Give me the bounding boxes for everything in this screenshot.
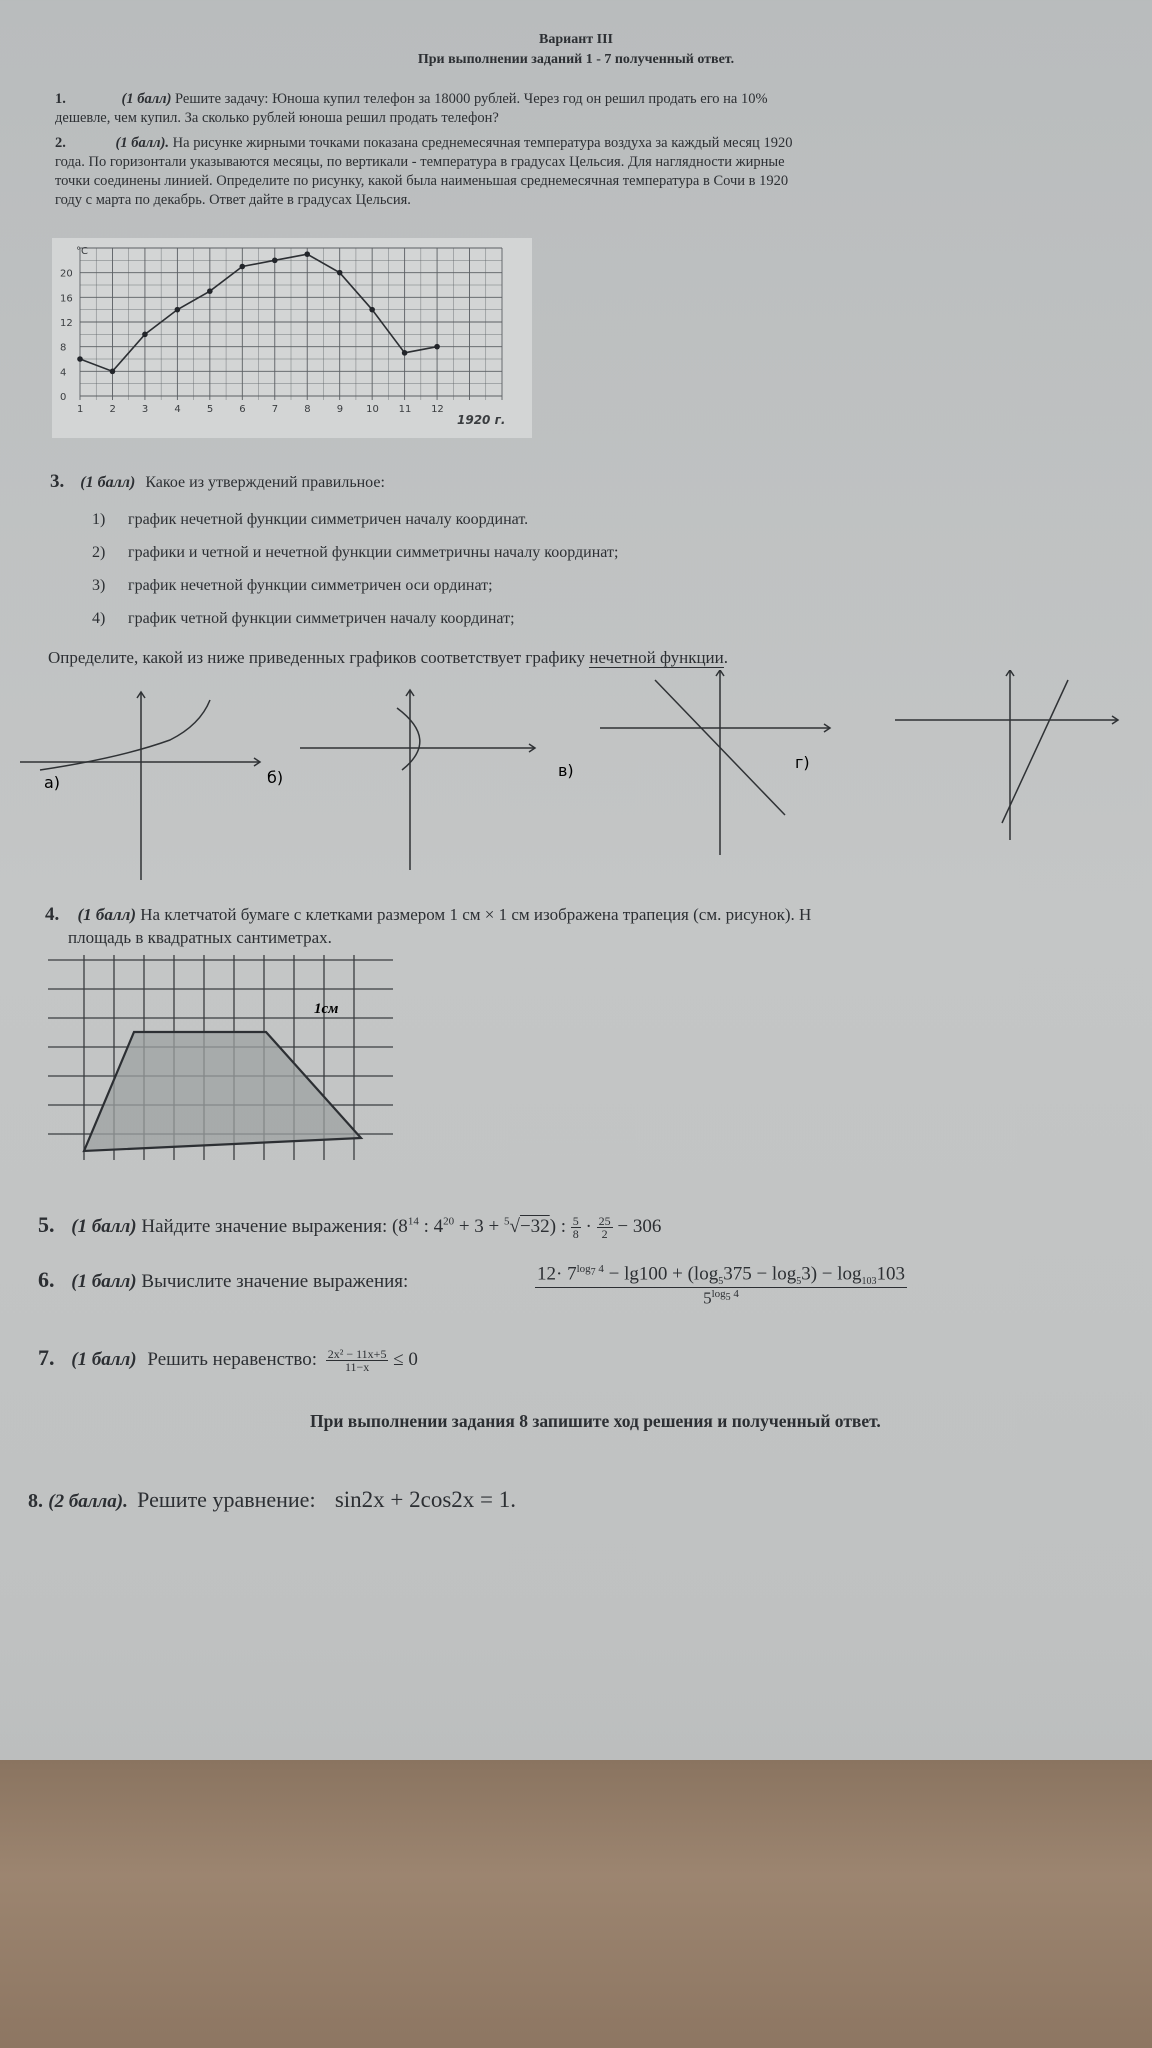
task-5-expression: ($8^{14}$ : $4^{20} + 3 + ^5√-32$) : $\frac{5}{8}$ · $\frac{25}{2}$ − 306 xyxy=(391,1214,662,1242)
task-8 xyxy=(28,1487,516,1513)
task-7-text: Решить неравенство: xyxy=(147,1349,318,1370)
task-7-points: (1 балл) xyxy=(71,1349,137,1370)
task-8-number: 8. xyxy=(28,1490,43,1512)
variant-title: Вариант III xyxy=(539,32,613,47)
task-6-numerator: $12\cdot 7^{log_7 4} - \lg 100 + (\log_5375 - \log_53) - \log_{103}103$ xyxy=(537,1263,906,1288)
task-4-line1: На клетчатой бумаге с клетками размером 1 см × 1 см изображена трапеция (см. рисунок). Н xyxy=(140,905,812,924)
task-5 xyxy=(38,1212,661,1240)
graph-a-curve xyxy=(40,700,210,770)
task-2-line3: точки соединены линией. Определите по рисунку, какой была наименьшая среднемесячная температура в Сочи в 1920 xyxy=(55,173,789,189)
y-tick-label: 8 xyxy=(60,342,67,354)
fraction-25-2: $\frac{25}{2}$ xyxy=(598,1214,611,1242)
task-3-number: 3. xyxy=(50,471,65,492)
y-tick-label: 12 xyxy=(60,318,73,329)
data-point xyxy=(272,258,278,264)
task-4-line2: площадь в квадратных сантиметрах. xyxy=(68,928,332,947)
task-6-text: Вычислите значение выражения: xyxy=(141,1271,409,1292)
task-5-points: (1 балл) xyxy=(71,1216,137,1237)
graph-label-a: а) xyxy=(44,773,61,792)
y-axis-label: °C xyxy=(76,246,88,257)
task-6-expression xyxy=(535,1263,907,1309)
task-3-subquestion xyxy=(48,648,728,668)
task-7 xyxy=(38,1345,418,1373)
y-tick-label: 0 xyxy=(60,392,67,403)
option-1-text: график нечетной функции симметричен началу координат. xyxy=(128,511,529,528)
data-point xyxy=(207,288,213,294)
task-8-equation: sin2x + 2cos2x = 1. xyxy=(334,1487,517,1512)
option-3-number: 3) xyxy=(92,577,106,594)
chart-background xyxy=(52,238,532,438)
x-tick-label: 10 xyxy=(366,404,379,415)
trapezoid-grid xyxy=(48,955,398,1160)
cell-size-label: 1см xyxy=(314,1001,339,1017)
graph-label-c: в) xyxy=(558,761,574,780)
task-2-line4: году с марта по декабрь. Ответ дайте в градусах Цельсия. xyxy=(55,192,411,208)
task-8-note: При выполнении задания 8 запишите ход решения и полученный ответ. xyxy=(310,1411,881,1431)
table-surface xyxy=(0,1760,1152,2048)
data-point xyxy=(240,264,246,270)
task-2-line1: На рисунке жирными точками показана среднемесячная температура воздуха за каждый месяц 1920 xyxy=(172,135,793,151)
task-4-points: (1 балл) xyxy=(77,905,137,924)
option-2 xyxy=(92,536,618,569)
subquestion-text: Определите, какой из ниже приведенных графиков соответствует графику xyxy=(48,648,586,667)
task-1 xyxy=(55,90,1095,109)
data-point xyxy=(402,350,408,356)
task-6-number: 6. xyxy=(38,1267,55,1292)
data-point xyxy=(110,369,116,375)
trapezoid xyxy=(84,1032,361,1151)
y-tick-label: 4 xyxy=(60,367,67,379)
task-5-number: 5. xyxy=(38,1212,55,1237)
instruction-title: При выполнении заданий 1 - 7 полученный ответ. xyxy=(417,52,735,67)
option-1-number: 1) xyxy=(92,511,106,528)
subquestion-underlined: нечетной функции xyxy=(589,648,724,667)
fraction-5-8: $\frac{5}{8}$ xyxy=(572,1214,579,1242)
x-tick-label: 6 xyxy=(239,404,246,415)
x-tick-label: 1 xyxy=(77,404,84,415)
task-1-number: 1. xyxy=(55,91,66,107)
task-1-points: (1 балл) xyxy=(121,91,172,107)
data-point xyxy=(77,356,83,362)
task-3-question: Какое из утверждений правильное: xyxy=(145,474,385,491)
task-1-line2: дешевле, чем купил. За сколько рублей юноша решил продать телефон? xyxy=(55,110,499,126)
x-tick-label: 7 xyxy=(271,404,279,415)
task-3-points: (1 балл) xyxy=(80,474,136,491)
task-7-relation: ≤ 0 xyxy=(393,1349,418,1370)
option-3 xyxy=(92,569,618,602)
subquestion-end: . xyxy=(723,648,728,667)
data-point xyxy=(142,332,148,338)
option-2-text: графики и четной и нечетной функции симметричны началу координат; xyxy=(128,544,619,561)
graph-b-curve xyxy=(397,708,420,770)
x-tick-label: 3 xyxy=(141,404,149,415)
task-3-options xyxy=(92,503,618,635)
option-4-text: график четной функции симметричен началу координат; xyxy=(128,610,515,627)
x-tick-label: 4 xyxy=(174,404,181,415)
task-2 xyxy=(55,134,1115,153)
task-4 xyxy=(45,904,1152,926)
x-tick-label: 12 xyxy=(431,404,444,415)
task-2-points: (1 балл). xyxy=(115,135,170,151)
task-7-fraction: $\frac{\text{2x² − 11x+5}}{11-x}$ xyxy=(327,1347,387,1375)
data-point xyxy=(369,307,375,313)
option-4-number: 4) xyxy=(92,610,106,627)
y-tick-label: 16 xyxy=(60,293,73,305)
data-point xyxy=(337,270,343,276)
task-4-number: 4. xyxy=(45,904,60,925)
option-2-number: 2) xyxy=(92,544,106,561)
task-6 xyxy=(38,1267,408,1293)
data-point xyxy=(304,251,310,257)
graph-d-line xyxy=(1002,680,1068,823)
temperature-chart xyxy=(52,238,532,438)
function-graphs xyxy=(10,670,1140,890)
task-2-line2: года. По горизонтали указываются месяцы, по вертикали - температура в градусах Цельсия. Для наглядности жирные xyxy=(55,154,785,170)
task-3-header xyxy=(50,471,385,493)
task-8-points: (2 балла). xyxy=(48,1491,128,1512)
task-6-denominator: $5^{log_5 4}$ xyxy=(703,1288,739,1308)
option-1 xyxy=(92,503,618,536)
x-tick-label: 5 xyxy=(206,404,214,415)
task-1-line1: Решите задачу: Юноша купил телефон за 18000 рублей. Через год он решил продать его на 10% xyxy=(175,91,768,107)
task-6-points: (1 балл) xyxy=(71,1271,137,1292)
task-7-number: 7. xyxy=(38,1345,55,1370)
y-tick-label: 20 xyxy=(60,268,73,280)
x-tick-label: 8 xyxy=(304,404,311,415)
task-5-text: Найдите значение выражения: xyxy=(141,1216,388,1237)
task-2-number: 2. xyxy=(55,135,66,151)
x-tick-label: 2 xyxy=(109,404,116,415)
option-3-text: график нечетной функции симметричен оси ординат; xyxy=(128,577,493,594)
x-tick-label: 9 xyxy=(336,404,344,415)
task-8-text: Решите уравнение: xyxy=(137,1487,316,1512)
x-tick-label: 11 xyxy=(398,404,412,415)
option-4 xyxy=(92,602,618,635)
x-axis-label: 1920 г. xyxy=(457,413,506,427)
data-point xyxy=(434,344,440,350)
graph-label-b: б) xyxy=(267,768,284,787)
data-point xyxy=(175,307,181,313)
graph-label-d: г) xyxy=(795,753,810,772)
